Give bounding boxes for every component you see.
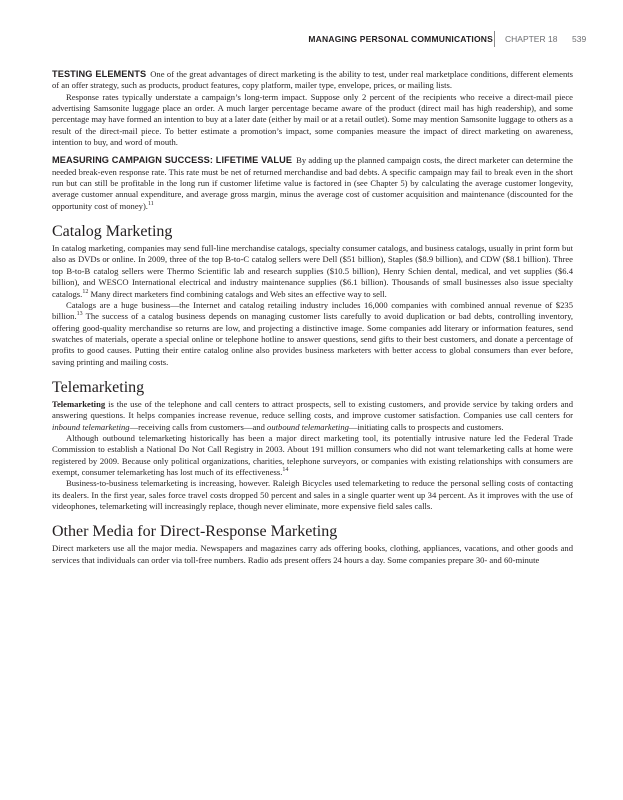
footnote-ref-13: 13 [76, 311, 83, 318]
measuring-text: By adding up the planned campaign costs, the direct marketer can determine the needed break-even response rate. This rate must be net of returned merchandise and bad debts. A specific campaign may fail to break even in the short run but can still be profitable in the long run if customer lifetime value is factored in (see Chapter 5) by calculating the average customer longevity, average customer annual expenditure, and average gross margin, minus the average cost of customer acquisition and maintenance (discounted for the opportunity cost of money). [52, 155, 573, 211]
page-body [52, 69, 573, 566]
testing-paragraph-1 [52, 69, 573, 92]
footnote-ref-14: 14 [282, 467, 289, 474]
other-media-heading: Other Media for Direct-Response Marketing [52, 523, 338, 541]
testing-runin-heading: TESTING ELEMENTS [52, 69, 147, 79]
telemarketing-term: Telemarketing [52, 398, 106, 409]
measuring-paragraph [52, 155, 573, 212]
other-media-section [52, 522, 573, 566]
footnote-ref-12: 12 [82, 288, 89, 295]
catalog-paragraph-1 [52, 243, 573, 300]
inbound-term: inbound telemarketing [52, 421, 130, 432]
testing-paragraph-2: Response rates typically understate a campaign’s long-term impact. Suppose only 2 percent of the recipients who receive a direct-mail piece advertising Samsonite luggage place an order. A much larger percentage became aware of the product (direct mail has high readership), and some percentage may have formed an intention to buy at a later date (either by mail or at a retail outlet). Some may mention Samsonite luggage to others as a result of the direct-mail piece. To better estimate a promotion’s impact, some companies measure the impact of direct marketing on awareness, intention to buy, and word of mouth. [52, 91, 573, 148]
catalog-text-1a: In catalog marketing, companies may send full-line merchandise catalogs, specialty consumer catalogs, and business catalogs, usually in print form but also as DVDs or online. In 2009, three of the top B-to-C catalog sellers were Dell ($51 billion), Staples ($8.9 billion), and CDW ($8.1 billion). Three top B-to-B catalog sellers were Thermo Scientific lab and research supplies ($10.5 billion), Henry Schien dental, medical, and vet supplies ($6.4 billion), and WESCO International electrical and industry maintenance supplies ($6.1 billion). Thousands of small businesses also issue specialty catalogs. [52, 243, 573, 299]
telemarketing-text-2: Although outbound telemarketing historically has been a major direct marketing tool, its potentially intrusive nature led the Federal Trade Commission to establish a National Do Not Call Registry in 2003. About 191 million consumers who did not want telemarketing calls at home were registered by 2009. Because only political organizations, charities, telephone surveyors, or companies with existing relationships with consumers are exempt, consumer telemarketing has lost much of its effectiveness. [52, 432, 573, 477]
chapter-label: CHAPTER 18 [505, 34, 558, 44]
measuring-runin-heading: MEASURING CAMPAIGN SUCCESS: LIFETIME VALUE [52, 155, 293, 166]
telemarketing-text-1a: is the use of the telephone and call centers to attract prospects, sell to existing customers, and provide service by taking orders and answering questions. It helps companies increase revenue, reduce selling costs, and improve customer satisfaction. Companies use call centers for [52, 398, 573, 421]
catalog-marketing-section [52, 222, 573, 368]
catalog-text-2b: The success of a catalog business depends on managing customer lists carefully to avoid duplication or bad debts, controlling inventory, offering good-quality merchandise so returns are low, and projecting a distinctive image. Some companies add literary or information features, send swatches of materials, operate a special online or telephone hotline to answer questions, send gifts to their best customers, and donate a percentage of profits to good causes. Putting their entire catalog online also provides business marketers with better access to global consumers than ever before, saving printing and mailing costs. [52, 311, 573, 367]
other-media-paragraph-1: Direct marketers use all the major media. Newspapers and magazines carry ads offering books, clothing, appliances, vacations, and other goods and services that individuals can order via toll-free numbers. Radio ads present offers 24 hours a day. Some companies prepare 30- and 60-minute [52, 543, 573, 565]
catalog-paragraph-2 [52, 300, 573, 368]
telemarketing-heading: Telemarketing [52, 378, 145, 396]
telemarketing-paragraph-1 [52, 399, 573, 433]
running-header [0, 34, 623, 48]
telemarketing-text-1b: —receiving calls from customers—and [129, 421, 265, 432]
page-number: 539 [572, 34, 587, 44]
catalog-heading: Catalog Marketing [52, 223, 173, 241]
telemarketing-text-1c: —initiating calls to prospects and customers. [348, 421, 504, 432]
telemarketing-paragraph-3: Business-to-business telemarketing is increasing, however. Raleigh Bicycles used telemarketing to reduce the personal selling costs of contacting its dealers. In the first year, sales force travel costs dropped 50 percent and sales in a single quarter went up 34 percent. As it improves with the use of videophones, telemarketing will increasingly replace, though never eliminate, more expensive field sales calls. [52, 478, 573, 511]
running-title: MANAGING PERSONAL COMMUNICATIONS [308, 34, 493, 44]
footnote-ref-11: 11 [147, 200, 154, 207]
testing-text-1: One of the great advantages of direct marketing is the ability to test, under real marketplace conditions, different elements of an offer strategy, such as products, product features, copy platform, mailer type, envelope, prices, or mailing lists. [52, 69, 574, 91]
outbound-term: outbound telemarketing [267, 421, 349, 432]
telemarketing-section [52, 378, 573, 512]
telemarketing-paragraph-2 [52, 433, 573, 478]
catalog-text-2a: Catalogs are a huge business—the Internet and catalog retailing industry includes 16,000 companies with combined annual revenue of $235 billion. [52, 299, 573, 322]
measuring-section [52, 155, 573, 212]
catalog-text-1b: Many direct marketers find combining catalogs and Web sites an effective way to sell. [90, 288, 387, 299]
testing-elements-section [52, 69, 573, 148]
header-divider [494, 31, 495, 47]
